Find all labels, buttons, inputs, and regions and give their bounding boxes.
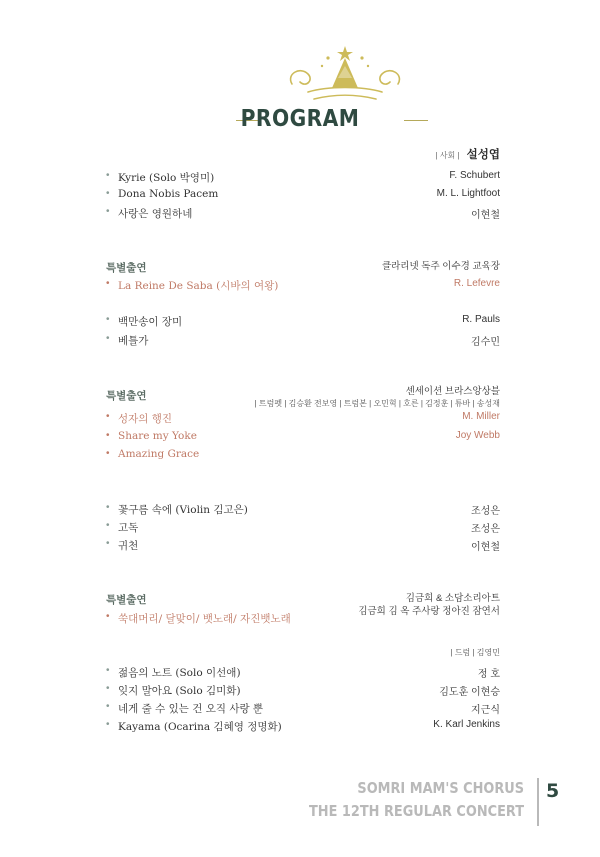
program-item [106,448,500,464]
piece-credit: Joy Webb [455,430,500,441]
host-role: | 사회 | [435,151,460,160]
bullet: • [106,520,110,531]
special-members: | 트럼펫 | 김승환 전보영 | 트럼본 | 오민혁 | 호른 | 김정훈 | 튜바 | 송성재 [254,399,500,408]
bullet: • [106,278,110,289]
program-item [106,170,500,186]
bullet: • [106,502,110,513]
bullet: • [106,188,110,199]
bullet: • [106,430,110,441]
piece-title: 고독 [118,522,139,534]
piece-title: 귀천 [118,540,139,552]
bullet: • [106,665,110,676]
page-title: PROGRAM [240,106,360,132]
piece-credit: 김수민 [471,337,500,348]
special-label: 특별출연 [106,390,147,402]
piece-title: 백만송이 장미 [118,316,183,328]
program-item [106,502,500,518]
piece-title: La Reine De Saba (시바의 여왕) [118,280,279,292]
piece-title: 쑥대머리/ 달맞이/ 뱃노래/ 자진뱃노래 [118,613,291,625]
program-item [106,411,500,427]
program-item [106,430,500,446]
bullet: • [106,538,110,549]
footer-title [309,777,524,823]
host-name: 설성엽 [466,149,500,161]
piece-credit: 지근식 [471,705,500,716]
piece-credit: F. Schubert [449,170,500,181]
piece-title: Amazing Grace [118,448,200,460]
piece-title: 성자의 행진 [118,413,173,425]
bullet: • [106,683,110,694]
piece-credit: R. Lefevre [453,278,500,289]
piece-title: 젊음의 노트 (Solo 이선애) [118,667,241,679]
piece-credit: R. Pauls [462,314,500,325]
program-item [106,701,500,717]
program-item [106,538,500,554]
program-item [106,719,500,735]
piece-credit: M. Miller [462,411,500,422]
page-number: 5 [546,780,560,802]
drum-credit: | 드럼 | 김영민 [450,648,500,657]
piece-title: Share my Yoke [118,430,197,442]
program-item [106,520,500,536]
special-label: 특별출연 [106,594,147,606]
program-item [106,611,500,627]
special-label: 특별출연 [106,262,147,274]
footer-divider [537,778,539,826]
footer-line2: THE 12TH REGULAR CONCERT [308,802,524,820]
piece-credit: K. Karl Jenkins [433,719,500,730]
piece-credit: 김도훈 이현승 [439,687,500,698]
special-performer: 클라리넷 독주 이수경 교육장 [381,261,500,272]
piece-credit: 정 호 [477,669,500,680]
piece-credit: 조성은 [471,524,500,535]
piece-credit: M. L. Lightfoot [436,188,500,199]
piece-credit: 조성은 [471,506,500,517]
bullet: • [106,448,110,459]
piece-title: 사랑은 영원하네 [118,208,193,220]
piece-title: 잊지 말아요 (Solo 김미화) [118,685,241,697]
piece-title: Kyrie (Solo 박영미) [118,172,215,184]
piece-title: Kayama (Ocarina 김혜영 정명화) [118,721,282,733]
program-item [106,188,500,204]
bullet: • [106,333,110,344]
program-item [106,665,500,681]
bullet: • [106,206,110,217]
program-item [106,683,500,699]
piece-title: 네게 줄 수 있는 건 오직 사랑 뿐 [118,703,264,715]
bullet: • [106,701,110,712]
footer-line1: SOMRI MAM'S CHORUS [357,779,524,797]
special-performer: 센세이션 브라스앙상블 [405,386,500,397]
program-item [106,333,500,349]
title-rule-right [404,120,428,121]
program-item [106,206,500,222]
special-members: 김금희 김 옥 주사랑 정아진 잠연서 [358,606,500,617]
bullet: • [106,314,110,325]
program-item [106,278,500,294]
program-item [106,314,500,330]
piece-title: Dona Nobis Pacem [118,188,219,200]
bullet: • [106,411,110,422]
piece-credit: 이현철 [471,210,500,221]
piece-credit: 이현철 [471,542,500,553]
host-credit [436,146,500,162]
piece-title: 베틀가 [118,335,149,347]
bullet: • [106,170,110,181]
piece-title: 꽃구름 속에 (Violin 김고은) [118,504,248,516]
christmas-tree-icon [278,44,412,102]
special-performer: 김금희 & 소담소리아트 [405,593,500,604]
bullet: • [106,611,110,622]
bullet: • [106,719,110,730]
